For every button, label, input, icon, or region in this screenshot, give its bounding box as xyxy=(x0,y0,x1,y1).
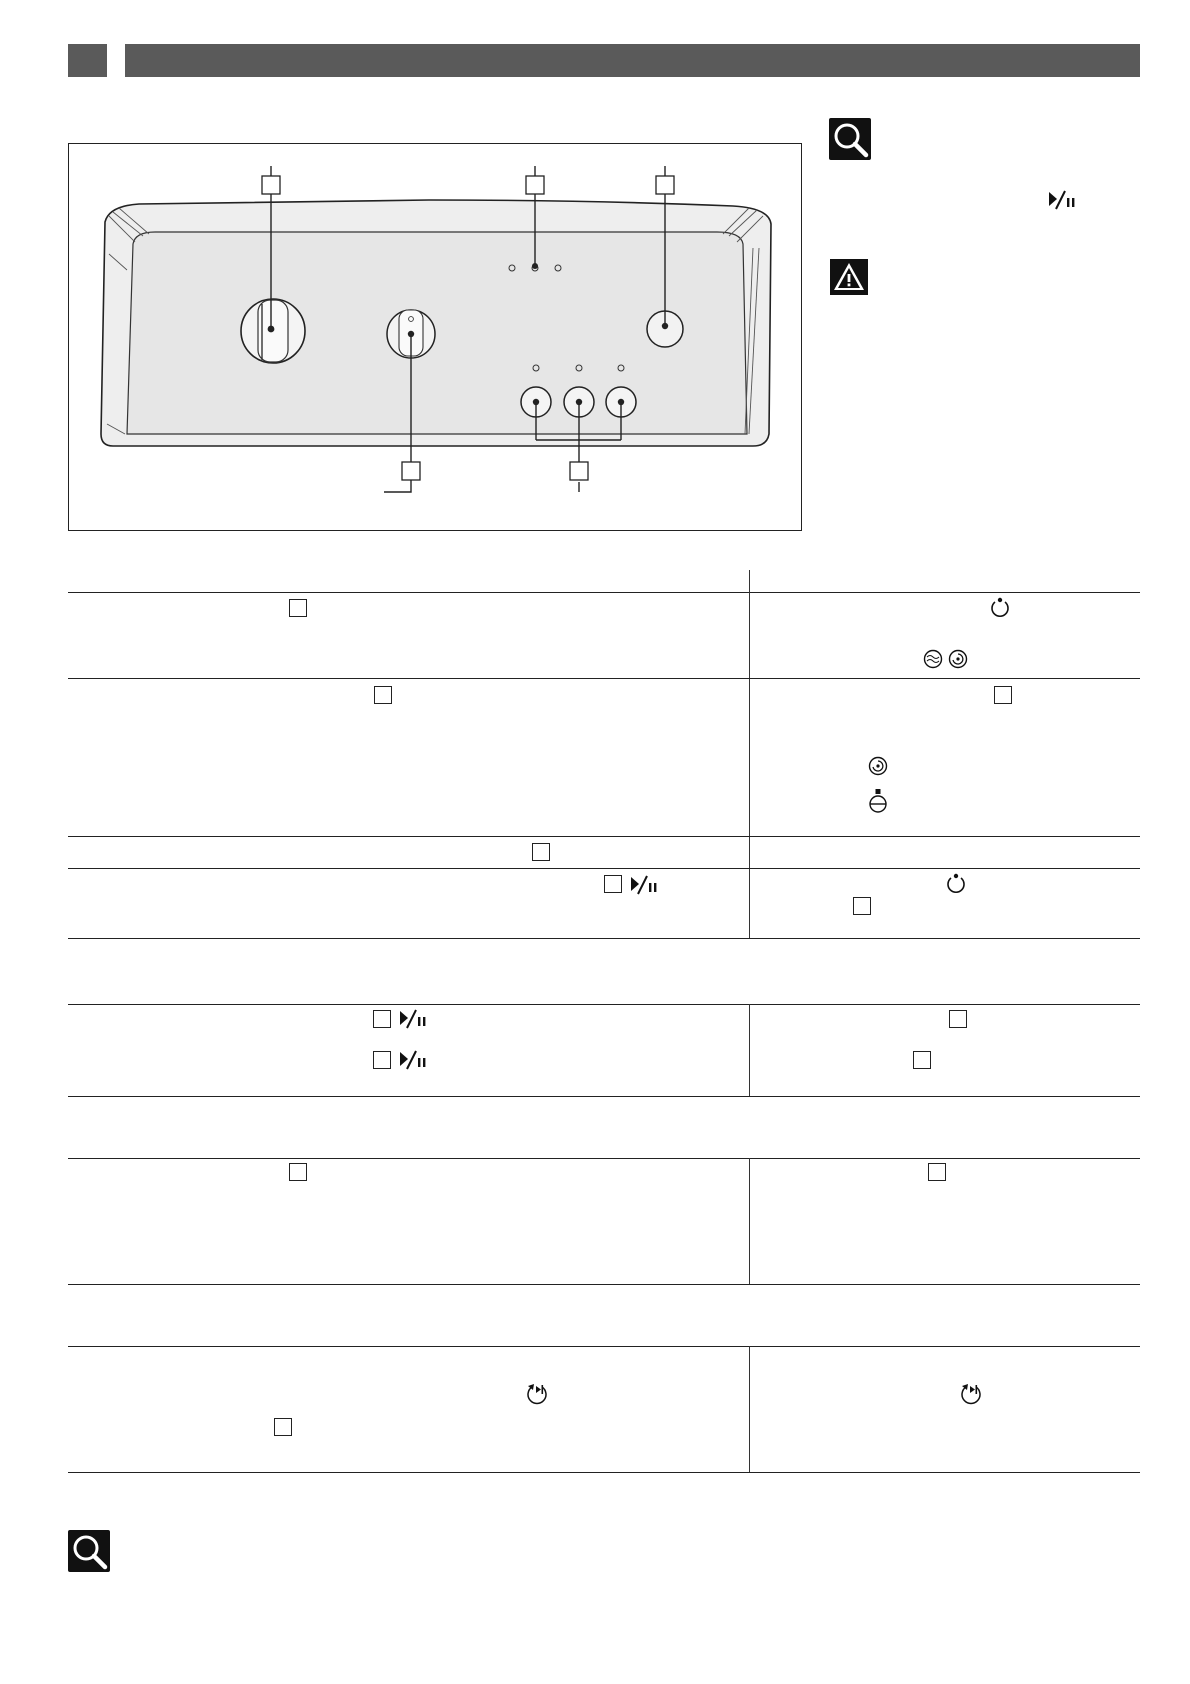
rinse-hold-spin-symbol xyxy=(922,648,970,670)
drain-symbol xyxy=(866,788,890,816)
restart-symbol xyxy=(958,1381,984,1407)
magnifier-icon xyxy=(68,1530,110,1572)
reference-box xyxy=(928,1163,946,1181)
warning-icon xyxy=(830,259,868,295)
start-pause-symbol xyxy=(1048,190,1080,210)
reference-box xyxy=(374,686,392,704)
reference-box xyxy=(853,897,871,915)
reference-box xyxy=(289,599,307,617)
power-on-symbol xyxy=(988,596,1012,620)
reference-box xyxy=(373,1051,391,1069)
table-header-rule xyxy=(68,592,1140,593)
reference-box xyxy=(373,1010,391,1028)
power-on-symbol xyxy=(944,872,968,896)
reference-box xyxy=(604,875,622,893)
reference-box xyxy=(949,1010,967,1028)
reference-box xyxy=(532,843,550,861)
reference-box xyxy=(994,686,1012,704)
start-pause-symbol xyxy=(399,1050,431,1070)
chapter-number-block xyxy=(68,44,107,77)
table-column-divider xyxy=(749,570,750,592)
control-panel-diagram xyxy=(68,143,802,531)
start-pause-symbol xyxy=(630,875,662,895)
section-title-bar xyxy=(125,44,1140,77)
reference-box xyxy=(274,1418,292,1436)
reference-box xyxy=(289,1163,307,1181)
control-panel-illustration xyxy=(69,144,803,532)
start-pause-symbol xyxy=(399,1009,431,1029)
magnifier-icon xyxy=(829,118,871,160)
reference-box xyxy=(913,1051,931,1069)
spin-symbol xyxy=(866,754,890,778)
restart-symbol xyxy=(524,1381,550,1407)
